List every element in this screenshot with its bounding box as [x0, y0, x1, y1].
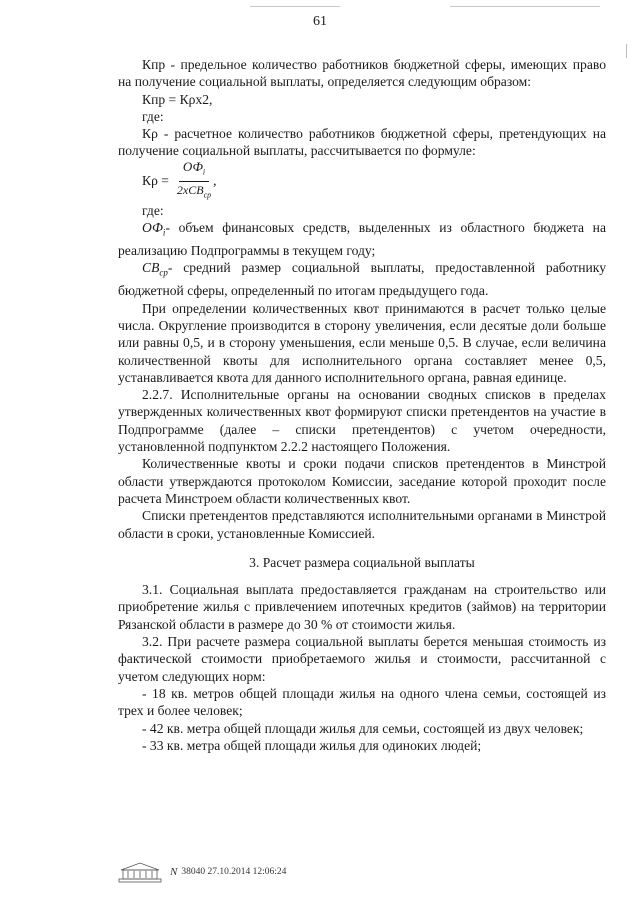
scan-artifact-line [450, 6, 600, 7]
formula-numerator: $ОФ_i$ [179, 159, 209, 182]
formula-denominator: 2хСВ$_{ср}$ [176, 182, 212, 200]
norm-list-item: - 33 кв. метра общей площади жилья для одиноких людей; [142, 737, 482, 753]
document-registration: 38040 27.10.2014 12:06:24 [181, 867, 287, 877]
formula-kpr: Кпр = Кρх2, [142, 91, 213, 107]
norm-list-item: - 18 кв. метров общей площади жилья на одного члена семьи, состоящей из трех и более человек; [118, 685, 606, 719]
signature-mark: N [170, 866, 178, 878]
where-label: где: [142, 202, 164, 218]
where-label: где: [142, 108, 164, 124]
margin-mark [626, 44, 631, 58]
scan-artifact-line [250, 6, 340, 7]
document-footer [118, 860, 286, 884]
formula-tail: , [213, 173, 217, 189]
section-heading-3: 3. Расчет размера социальной выплаты [249, 554, 475, 570]
paragraph-3-1: 3.1. Социальная выплата предоставляется гражданам на строительство или приобретение жилья с привлечением ипотечных кредитов (займов) на территории Рязанской области в размере до 30 % от стоимости жилья. [118, 582, 606, 632]
formula-kr [118, 160, 606, 202]
paragraph-2-2-7: 2.2.7. Исполнительные органы на основании сводных списков в пределах утвержденных количественных квот формируют списки претендентов на участие в Подпрограмме (далее – списки претендентов) с учетом очередности, установленной подпунктом 2.2.2 настоящего Положения. [118, 387, 606, 455]
definition-of-i: $ОФ_i-$ объем финансовых средств, выделенных из областного бюджета на реализацию Подпрограммы в текущем году; [118, 220, 606, 259]
paragraph-lists-submission: Списки претендентов представляются исполнительными органами в Минстрой области в сроки, установленные Комиссией. [118, 508, 606, 541]
building-stamp-icon [118, 861, 162, 883]
paragraph-3-2: 3.2. При расчете размера социальной выплаты берется меньшая стоимость из фактической стоимости приобретаемого жилья и стоимости, рассчитанной с учетом следующих норм: [118, 634, 606, 684]
paragraph-kr-definition: Кρ - расчетное количество работников бюджетной сферы, претендующих на получение социальной выплаты, рассчитывается по формуле: [118, 126, 606, 159]
symbol-of-i: $ОФ_i$ [142, 220, 166, 238]
paragraph-kpr-definition: Кпр - предельное количество работников бюджетной сферы, имеющих право на получение социальной выплаты, определяется следующим образом: [118, 57, 606, 90]
definition-sv-sr: $СВ_{ср}-$ средний размер социальной выплаты, предоставленной работнику бюджетной сферы, определенный по итогам предыдущего года. [118, 260, 606, 299]
paragraph-quota-rounding: При определении количественных квот принимаются в расчет только целые числа. Округление производится в сторону увеличения, если десятые доли больше или равны 0,5, и в сторону уменьшения, если меньше 0,5. В случае, если величина количественной квоты для исполнительного органа составляет менее 0,5, устанавливается квота для данного исполнительного органа, равная единице. [118, 300, 606, 385]
page-number: 61 [313, 14, 327, 29]
norm-list-item: - 42 кв. метра общей площади жилья для семьи, состоящей из двух человек; [142, 720, 584, 736]
document-body [118, 56, 606, 754]
paragraph-quotas-approval: Количественные квоты и сроки подачи списков претендентов в Минстрой области утверждаются протоколом Комиссии, заседание которой проходит после расчета Минстроем области количественных квот. [118, 456, 606, 506]
formula-fraction [177, 159, 211, 202]
symbol-sv-sr: $СВ_{ср}$ [142, 260, 168, 279]
formula-lhs: Кρ = [142, 173, 169, 189]
